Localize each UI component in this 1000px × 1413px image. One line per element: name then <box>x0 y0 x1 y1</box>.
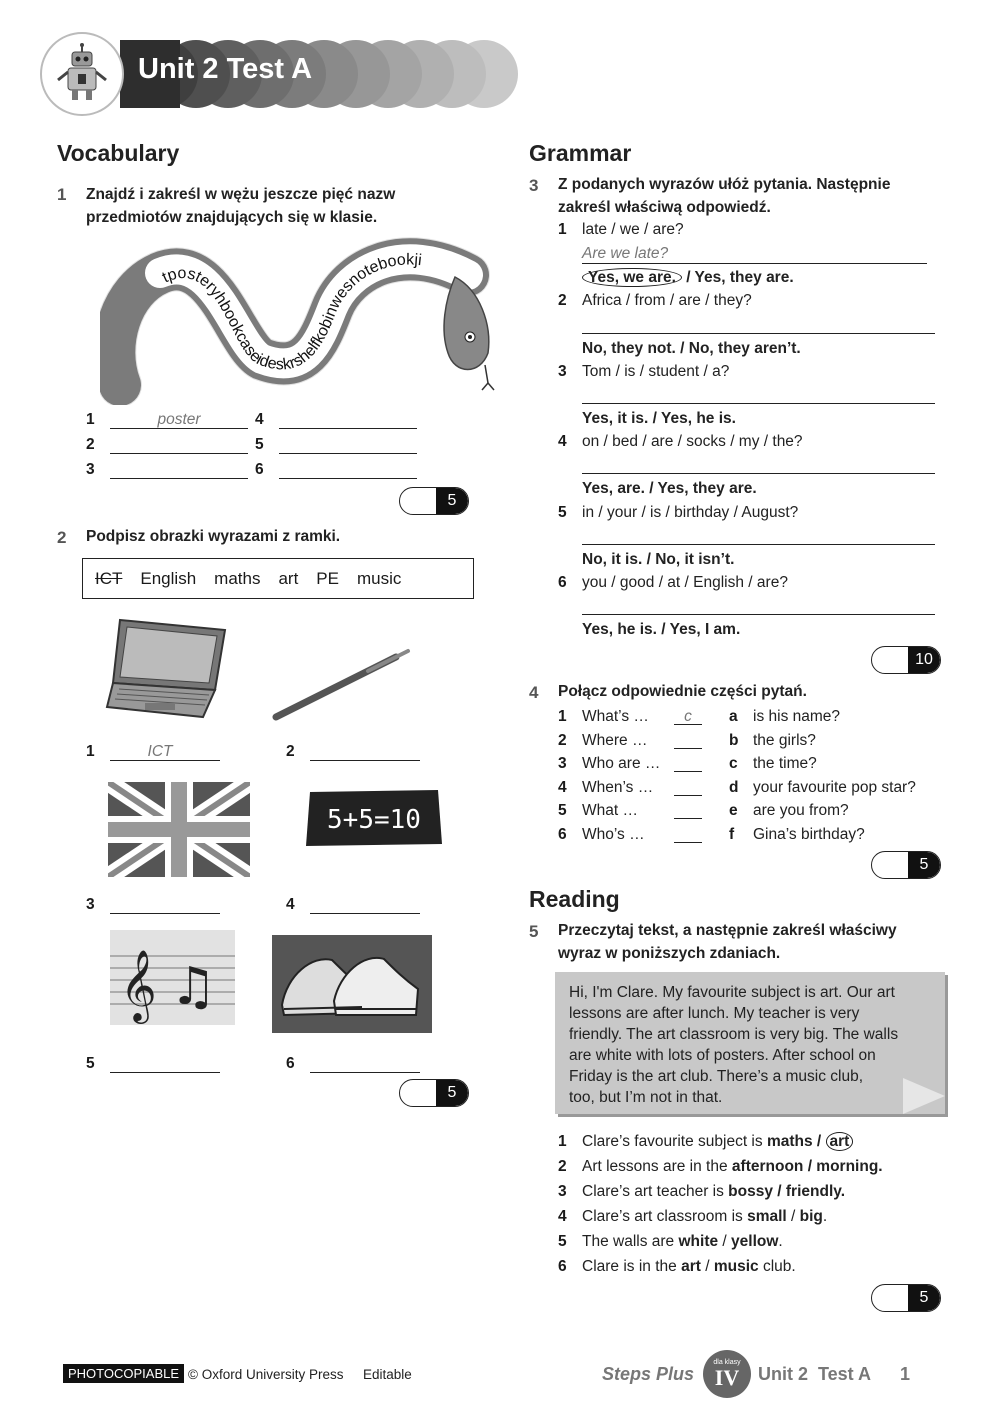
ex4-num-5: 5 <box>558 802 567 819</box>
ex4-right-e: are you from? <box>753 802 849 819</box>
ex3-prompt-3: Tom / is / student / a? <box>582 363 730 380</box>
ex2-line-4[interactable] <box>310 913 420 914</box>
ex4-line-2[interactable] <box>674 748 702 749</box>
exercise-4-number: 4 <box>529 683 539 702</box>
ex3-num-1: 1 <box>558 221 567 238</box>
ex3-prompt-6: you / good / at / English / are? <box>582 574 788 591</box>
ex5-item-4: Clare’s art classroom is small / big. <box>582 1208 828 1225</box>
exercise-1-instruction: Znajdź i zakreśl w wężu jeszcze pięć nazw przedmiotów znajdujących się w klasie. <box>86 186 396 226</box>
ex4-left-1: What’s … <box>582 708 649 725</box>
ex3-options-5: No, it is. / No, it isn’t. <box>582 551 735 568</box>
ex5-item-1: Clare’s favourite subject is maths / art <box>582 1133 853 1151</box>
footer-unit: Unit 2 <box>758 1364 809 1384</box>
ex4-left-2: Where … <box>582 732 648 749</box>
ex2-line-5[interactable] <box>110 1072 220 1073</box>
ex4-num-1: 1 <box>558 708 567 725</box>
reading-heading: Reading <box>529 886 620 912</box>
ex3-line-4[interactable] <box>582 473 935 474</box>
snake-letters: tposteryhbookcaseideskrshelfkobinwesnotebookji <box>159 251 423 374</box>
exercise-4-instruction: Połącz odpowiednie części pytań. <box>558 683 807 700</box>
exercise-2-instruction: Podpisz obrazki wyrazami z ramki. <box>86 528 341 545</box>
copyright: © Oxford University Press <box>188 1367 344 1382</box>
ex3-line-6[interactable] <box>582 614 935 615</box>
word-english: English <box>140 568 197 588</box>
ex4-right-c: the time? <box>753 755 817 772</box>
ex5-item-6: Clare is in the art / music club. <box>582 1258 796 1275</box>
reading-line: are white with lots of posters. After school on <box>569 1047 876 1064</box>
ex3-line-5[interactable] <box>582 544 935 545</box>
word-maths: maths <box>214 568 261 588</box>
ex4-right-d: your favourite pop star? <box>753 779 916 796</box>
ex3-options-4: Yes, are. / Yes, they are. <box>582 480 757 497</box>
ex4-left-3: Who are … <box>582 755 661 772</box>
ex2-num-6: 6 <box>286 1055 295 1072</box>
ex5-num-6: 6 <box>558 1258 567 1275</box>
ex4-letter-a: a <box>729 708 738 725</box>
ex4-left-5: What … <box>582 802 638 819</box>
ex5-item-5: The walls are white / yellow. <box>582 1233 783 1250</box>
ex3-prompt-4: on / bed / are / socks / my / the? <box>582 433 803 450</box>
reading-line: friendly. The art classroom is very big. The walls <box>569 1026 899 1043</box>
ex5-num-4: 4 <box>558 1208 567 1225</box>
ex3-options-2: No, they not. / No, they aren’t. <box>582 340 801 357</box>
ex4-num-2: 2 <box>558 732 567 749</box>
reading-line: lessons are after lunch. My teacher is very <box>569 1005 860 1022</box>
ex4-answer-1: c <box>684 708 692 725</box>
word-pe: PE <box>316 568 339 588</box>
ex2-line-3[interactable] <box>110 913 220 914</box>
ex4-left-4: When’s … <box>582 779 654 796</box>
ex3-prompt-5: in / your / is / birthday / August? <box>582 504 799 521</box>
ex2-num-5: 5 <box>86 1055 95 1072</box>
page-curl-icon <box>903 1078 945 1114</box>
photocopiable-label: PHOTOCOPIABLE <box>63 1364 184 1383</box>
ex5-circled-1: art <box>826 1132 854 1151</box>
page-number: 1 <box>900 1364 911 1384</box>
ex4-letter-d: d <box>729 779 739 796</box>
ex3-num-6: 6 <box>558 574 567 591</box>
ex4-num-4: 4 <box>558 779 567 796</box>
ex5-num-2: 2 <box>558 1158 567 1175</box>
ex4-right-b: the girls? <box>753 732 816 749</box>
ex4-line-3[interactable] <box>674 771 702 772</box>
ex3-score-box: 10 <box>871 646 941 674</box>
ex3-prompt-1: late / we / are? <box>582 221 684 238</box>
exercise-2-number: 2 <box>57 528 67 547</box>
ex3-line-1[interactable] <box>582 263 927 264</box>
reading-text-box <box>555 972 945 1114</box>
ex3-num-2: 2 <box>558 292 567 309</box>
ex4-line-1[interactable] <box>674 724 702 725</box>
paintbrush-icon <box>268 645 413 725</box>
ex1-line-5[interactable] <box>279 453 417 454</box>
ex3-line-2[interactable] <box>582 333 935 334</box>
ex2-score-box: 5 <box>399 1079 469 1107</box>
ex5-score-box: 5 <box>871 1284 941 1312</box>
ex2-num-1: 1 <box>86 743 95 760</box>
ex4-line-4[interactable] <box>674 795 702 796</box>
ex4-score-box: 5 <box>871 851 941 879</box>
ex1-num-2: 2 <box>86 436 95 453</box>
footer-test: Test A <box>818 1364 872 1384</box>
ex3-num-5: 5 <box>558 504 567 521</box>
ex4-letter-e: e <box>729 802 738 819</box>
ex4-letter-b: b <box>729 732 739 749</box>
ex3-line-3[interactable] <box>582 403 935 404</box>
ex3-prompt-2: Africa / from / are / they? <box>582 292 752 309</box>
page-title: Unit 2 Test A <box>138 53 313 85</box>
ex4-line-6[interactable] <box>674 842 702 843</box>
ex1-line-4[interactable] <box>279 428 417 429</box>
word-music: music <box>356 568 402 588</box>
blackboard-maths-icon <box>304 788 444 848</box>
ex1-line-2[interactable] <box>110 453 248 454</box>
ex4-num-3: 3 <box>558 755 567 772</box>
ex4-left-6: Who’s … <box>582 826 645 843</box>
exercise-3-instruction: Z podanych wyrazów ułóż pytania. Następnie zakreśl właściwą odpowiedź. <box>558 176 891 216</box>
ex4-right-a: is his name? <box>753 708 841 725</box>
ex1-num-6: 6 <box>255 461 264 478</box>
vocabulary-heading: Vocabulary <box>57 140 180 166</box>
reading-line: too, but I’m not in that. <box>569 1089 723 1106</box>
ex3-circled-1: Yes, we are. <box>582 268 682 287</box>
robot-logo-icon <box>40 32 124 116</box>
ex5-num-1: 1 <box>558 1133 567 1150</box>
brand-name: Steps Plus <box>602 1364 695 1384</box>
ex3-options-1: Yes, we are. / Yes, they are. <box>582 269 794 287</box>
svg-text:𝄞: 𝄞 <box>120 948 157 1021</box>
ex5-item-3: Clare’s art teacher is bossy / friendly. <box>582 1183 846 1200</box>
ex2-num-3: 3 <box>86 896 95 913</box>
grammar-heading: Grammar <box>529 140 632 166</box>
ex3-num-3: 3 <box>558 363 567 380</box>
exercise-1-number: 1 <box>57 185 67 204</box>
ex1-num-3: 3 <box>86 461 95 478</box>
reading-line: Friday is the art club. There’s a music club, <box>569 1068 864 1085</box>
laptop-icon <box>105 615 230 725</box>
word-ict: ICT <box>95 568 123 588</box>
ex5-num-3: 3 <box>558 1183 567 1200</box>
ex2-num-2: 2 <box>286 743 295 760</box>
ex4-letter-f: f <box>729 826 735 843</box>
ex1-num-4: 4 <box>255 411 264 428</box>
ex5-item-2: Art lessons are in the afternoon / morning. <box>582 1158 883 1175</box>
exercise-3-number: 3 <box>529 176 539 195</box>
ex3-options-6: Yes, he is. / Yes, I am. <box>582 621 741 638</box>
ex2-line-2[interactable] <box>310 760 420 761</box>
editable-label: Editable <box>363 1367 412 1382</box>
ex2-answer-1: ICT <box>147 743 173 760</box>
ex4-right-f: Gina’s birthday? <box>753 826 865 843</box>
exercise-5-instruction: Przeczytaj tekst, a następnie zakreśl właściwy wyraz w poniższych zdaniach. <box>558 922 897 962</box>
reading-line: Hi, I'm Clare. My favourite subject is art. Our art <box>569 984 895 1001</box>
ex1-score-box: 5 <box>399 487 469 515</box>
ex3-num-4: 4 <box>558 433 567 450</box>
trainers-icon <box>272 935 432 1033</box>
ex3-options-3: Yes, it is. / Yes, he is. <box>582 410 736 427</box>
ex2-num-4: 4 <box>286 896 295 913</box>
exercise-5-number: 5 <box>529 922 539 941</box>
ex1-num-1: 1 <box>86 411 95 428</box>
union-flag-icon <box>108 782 250 877</box>
ex4-line-5[interactable] <box>674 818 702 819</box>
svg-text:♫: ♫ <box>170 957 217 1017</box>
ex4-letter-c: c <box>729 755 738 772</box>
ex3-answer-1: Are we late? <box>582 245 669 262</box>
ex1-line-3[interactable] <box>110 478 248 479</box>
snake-wordsearch <box>100 235 500 405</box>
music-notes-icon <box>110 930 235 1025</box>
ex4-num-6: 6 <box>558 826 567 843</box>
ex5-num-5: 5 <box>558 1233 567 1250</box>
maths-image-text: 5+5=10 <box>327 805 421 835</box>
word-box <box>82 558 474 599</box>
word-art: art <box>278 568 299 588</box>
ex1-num-5: 5 <box>255 436 264 453</box>
ex1-answer-1: poster <box>157 411 201 428</box>
class-badge: dla klasy IV <box>703 1350 751 1398</box>
ex2-line-6[interactable] <box>310 1072 420 1073</box>
ex1-line-6[interactable] <box>279 478 417 479</box>
